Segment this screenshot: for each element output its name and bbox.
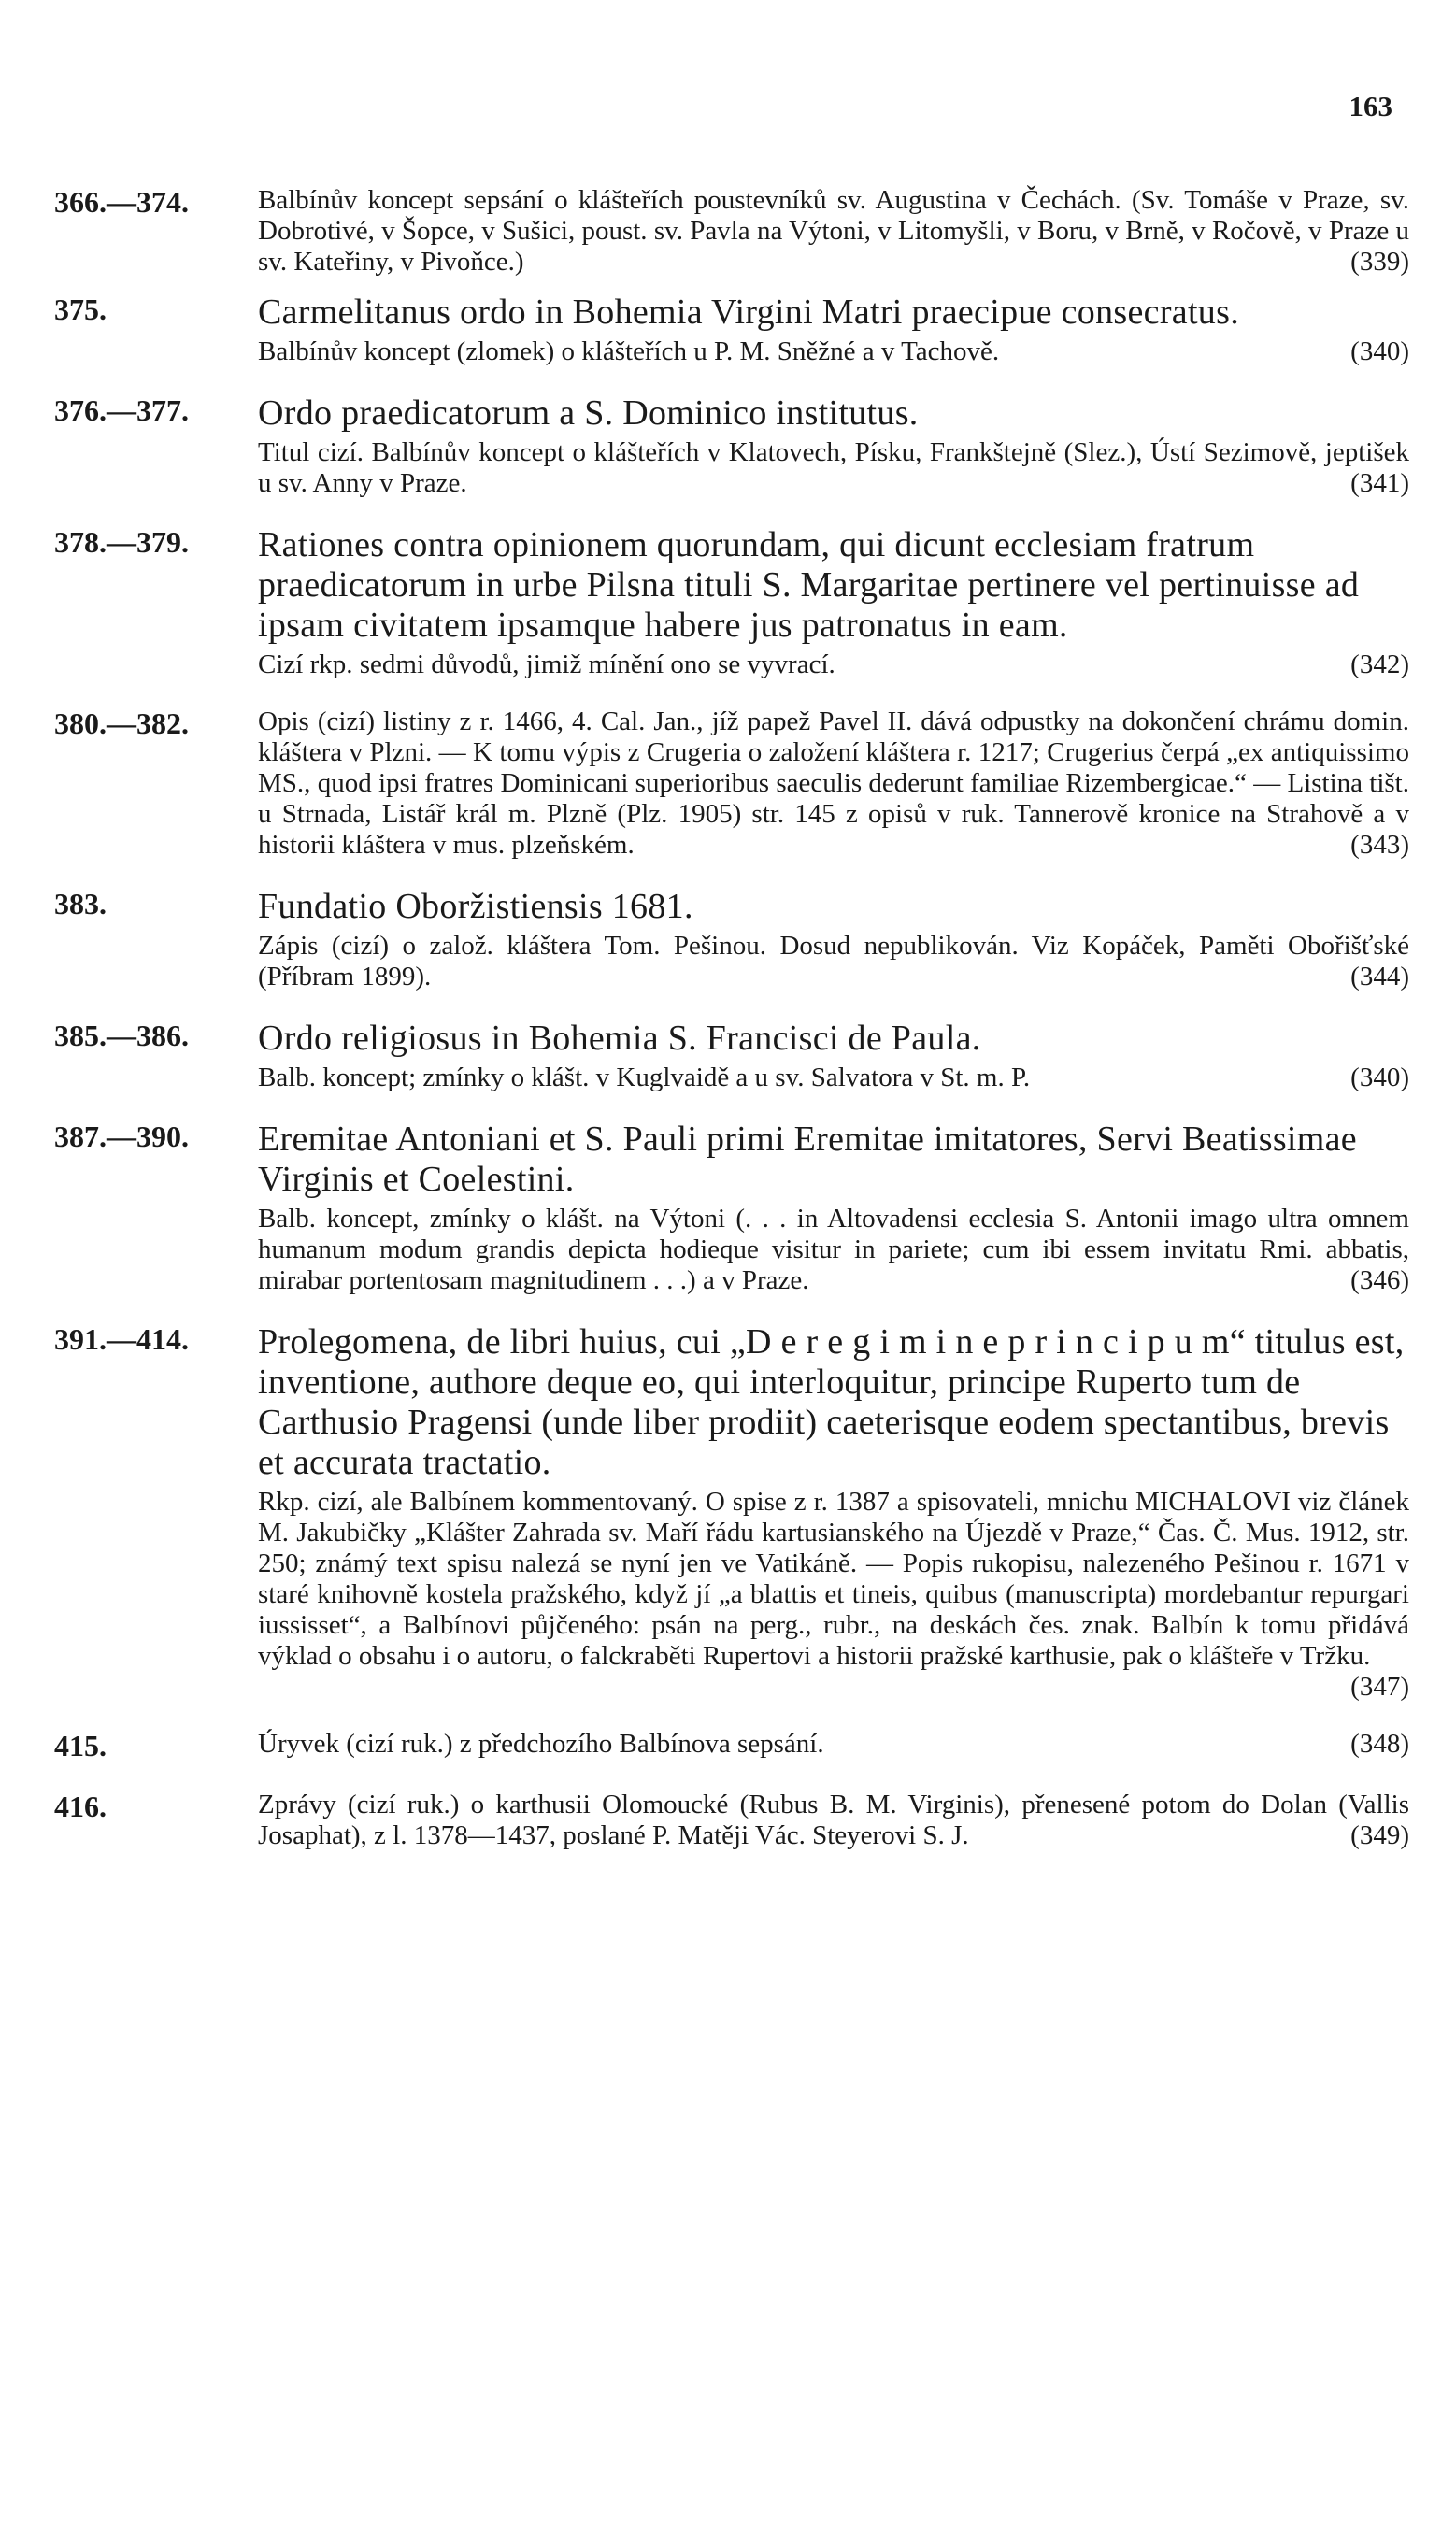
entry-title: Prolegomena, de libri huius, cui „D e r e g i m i n e p r i n c i p u m“ titulus est, inventione, authore deque eo, qui interloquitur, principe Ruperto tum de Carthusio Pragensi (unde liber prodiit) caeterisque eodem spectantibus, brevis et accurata tractatio. xyxy=(258,1322,1405,1482)
entry-number: 366.—374. xyxy=(54,185,189,219)
catalogue-entry xyxy=(54,1322,1409,1703)
entry-note: Balbínův koncept (zlomek) o klášteřích u P. M. Sněžné a v Tachově. (340) xyxy=(258,336,1409,366)
entry-body xyxy=(258,1019,1409,1093)
entry-body xyxy=(258,706,1409,861)
entry-reference: (342) xyxy=(1350,649,1409,679)
entry-number: 415. xyxy=(54,1729,107,1762)
entry-title: Ordo praedicatorum a S. Dominico institutus. xyxy=(258,393,919,433)
entry-title: Fundatio Oboržistiensis 1681. xyxy=(258,887,693,926)
entry-number: 375. xyxy=(54,292,107,326)
entry-reference: (340) xyxy=(1350,1063,1409,1092)
catalogue-entry xyxy=(54,393,1409,499)
entry-body xyxy=(258,525,1409,680)
entry-title: Eremitae Antoniani et S. Pauli primi Eremitae imitatores, Servi Beatissimae Virginis et Coelestini. xyxy=(258,1120,1357,1199)
catalogue-entry xyxy=(54,1120,1409,1296)
entry-number: 387.—390. xyxy=(54,1120,189,1153)
entry-body xyxy=(258,887,1409,992)
entry-note: Opis (cizí) listiny z r. 1466, 4. Cal. Jan., jíž papež Pavel II. dává odpustky na dokončení chrámu domin. kláštera v Plzni. — K tomu výpis z Crugeria o založení kláštera r. 1217; Crugerius čerpá „ex antiquissimo MS., quod ipsi fratres Dominicani superioribus saeculis dederunt familiae Rizembergicae.“ — Listina tišt. u Strnada, Listář král m. Plzně (Plz. 1905) str. 145 z opisů v ruk. Tannerově kronice na Strahově a v historii kláštera v mus. plzeňském. (343) xyxy=(258,706,1409,860)
entry-reference: (341) xyxy=(1350,468,1409,498)
entry-body xyxy=(258,1322,1409,1703)
entry-note: Rkp. cizí, ale Balbínem kommentovaný. O spise z r. 1387 a spisovateli, mnichu MICHALOVI viz článek M. Jakubičky „Klášter Zahrada sv. Maří řádu kartusianského na Újezdě v Praze,“ Čas. Č. Mus. 1912, str. 250; známý text spisu nalezá se nyní jen ve Vatikáně. — Popis rukopisu, nalezeného Pešinou r. 1671 v staré knihovně kostela pražského, když jí „a blattis et tineis, quibus (manuscripta) mordebantur repurgari iussisset“, a Balbínovi půjčeného: psán na perg., rubr., na deskách čes. znak. Balbín k tomu přidává výklad o obsahu i o autoru, o falckraběti Rupertovi a historii pražské karthusie, pak o klášteře v Tržku. (347) xyxy=(258,1487,1409,1702)
entry-number: 385.—386. xyxy=(54,1019,189,1052)
entry-reference: (349) xyxy=(1350,1820,1409,1850)
entry-note: Balbínův koncept sepsání o klášteřích poustevníků sv. Augustina v Čechách. (Sv. Tomáše v Praze, sv. Dobrotivé, v Šopce, v Sušici, poust. sv. Pavla na Výtoni, v Litomyšli, v Boru, v Brně, v Ročově, v Praze u sv. Kateřiny, v Pivoňce.) (339) xyxy=(258,185,1409,277)
entry-body xyxy=(258,1120,1409,1296)
entry-body xyxy=(258,1790,1409,1851)
entry-reference: (347) xyxy=(1350,1672,1409,1702)
catalogue-entry xyxy=(54,1729,1409,1763)
entry-title: Carmelitanus ordo in Bohemia Virgini Matri praecipue consecratus. xyxy=(258,292,1239,332)
entry-title: Rationes contra opinionem quorundam, qui dicunt ecclesiam fratrum praedicatorum in urbe Pilsna tituli S. Margaritae pertinere vel pertinuisse ad ipsam civitatem ipsamque habere jus patronatus in eam. xyxy=(258,525,1360,645)
entry-reference: (344) xyxy=(1350,962,1409,991)
page-number: 163 xyxy=(1349,90,1392,122)
catalogue-entries xyxy=(54,185,1409,1877)
catalogue-entry xyxy=(54,292,1409,367)
entry-note: Balb. koncept, zmínky o klášt. na Výtoni (. . . in Altovadensi ecclesia S. Antonii imago ultra omnem humanum modum grandis depicta hodieque visitur in pariete; cum ibi essem invitatu Rmi. abbatis, mirabar portentosam magnitudinem . . .) a v Praze. (346) xyxy=(258,1204,1409,1295)
entry-note: Zprávy (cizí ruk.) o karthusii Olomoucké (Rubus B. M. Virginis), přenesené potom do Dolan (Vallis Josaphat), z l. 1378—1437, poslané P. Matěji Vác. Steyerovi S. J. (349) xyxy=(258,1790,1409,1850)
entry-number: 378.—379. xyxy=(54,525,189,559)
entry-note: Zápis (cizí) o založ. kláštera Tom. Pešinou. Dosud nepublikován. Viz Kopáček, Paměti Obořišťské (Příbram 1899). (344) xyxy=(258,931,1409,991)
entry-body xyxy=(258,292,1409,367)
entry-reference: (348) xyxy=(1350,1729,1409,1759)
catalogue-entry xyxy=(54,1790,1409,1851)
entry-body xyxy=(258,185,1409,278)
entry-number: 416. xyxy=(54,1790,107,1823)
catalogue-entry xyxy=(54,185,1409,278)
entry-reference: (343) xyxy=(1350,830,1409,860)
entry-note: Cizí rkp. sedmi důvodů, jimiž mínění ono se vyvrací. (342) xyxy=(258,649,1409,679)
catalogue-entry xyxy=(54,706,1409,861)
entry-reference: (339) xyxy=(1350,247,1409,277)
catalogue-entry xyxy=(54,887,1409,992)
entry-number: 391.—414. xyxy=(54,1322,189,1356)
entry-body xyxy=(258,393,1409,499)
entry-title: Ordo religiosus in Bohemia S. Francisci de Paula. xyxy=(258,1019,981,1058)
entry-number: 380.—382. xyxy=(54,706,189,740)
entry-number: 383. xyxy=(54,887,107,920)
catalogue-entry xyxy=(54,525,1409,680)
entry-note: Úryvek (cizí ruk.) z předchozího Balbínova sepsání. (348) xyxy=(258,1729,1409,1759)
entry-note: Titul cizí. Balbínův koncept o klášteřích v Klatovech, Písku, Frankštejně (Slez.), Ústí Sezimově, jeptišek u sv. Anny v Praze. (341) xyxy=(258,437,1409,498)
entry-reference: (340) xyxy=(1350,336,1409,366)
entry-reference: (346) xyxy=(1350,1265,1409,1295)
catalogue-entry xyxy=(54,1019,1409,1093)
entry-number: 376.—377. xyxy=(54,393,189,427)
entry-note: Balb. koncept; zmínky o klášt. v Kuglvaidě a u sv. Salvatora v St. m. P. (340) xyxy=(258,1063,1409,1092)
entry-body xyxy=(258,1729,1409,1763)
